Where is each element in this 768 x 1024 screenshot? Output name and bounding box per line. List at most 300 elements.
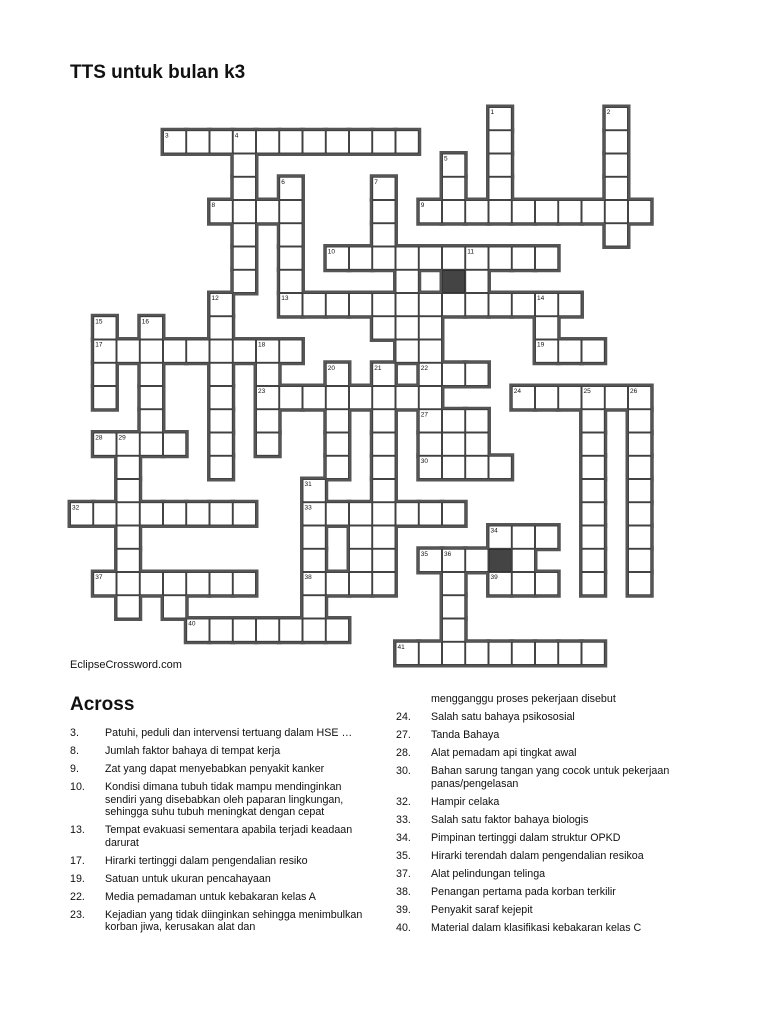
grid-cell[interactable] — [210, 433, 232, 455]
clue-text: Hirarki tertinggi dalam pengendalian resiko — [105, 854, 308, 867]
grid-cell[interactable] — [536, 642, 558, 664]
grid-cell[interactable] — [582, 526, 604, 548]
grid-cell-number: 11 — [467, 248, 474, 256]
grid-cell-number: 37 — [95, 574, 103, 581]
grid-cell[interactable] — [419, 294, 441, 316]
grid-cell[interactable] — [466, 294, 488, 316]
clue-item — [396, 747, 696, 760]
grid-cell[interactable] — [443, 619, 465, 641]
grid-cell[interactable] — [396, 270, 418, 292]
clue-item — [396, 868, 696, 881]
grid-cell[interactable] — [605, 224, 627, 246]
grid-cell-shaded[interactable] — [489, 549, 511, 571]
grid-cell[interactable] — [257, 433, 279, 455]
grid-cell[interactable] — [419, 340, 441, 362]
across-heading: Across — [70, 694, 135, 715]
grid-cell[interactable] — [303, 387, 325, 409]
grid-cell[interactable] — [350, 387, 372, 409]
grid-cell[interactable] — [187, 131, 209, 153]
grid-cell-number: 35 — [420, 550, 428, 558]
clue-number: 24. — [396, 711, 411, 723]
grid-cell[interactable] — [396, 294, 418, 316]
grid-cell-number: 10 — [327, 248, 335, 256]
grid-cell[interactable] — [536, 387, 558, 409]
grid-cell[interactable] — [489, 456, 511, 478]
grid-cell[interactable] — [140, 363, 162, 385]
grid-cell-number: 27 — [420, 411, 428, 419]
grid-cell[interactable] — [396, 340, 418, 362]
clue-item — [70, 909, 370, 934]
page-title: TTS untuk bulan k3 — [70, 62, 246, 83]
grid-cell[interactable] — [512, 526, 534, 548]
clue-number: 28. — [396, 747, 411, 759]
grid-cell[interactable] — [210, 573, 232, 595]
grid-cell[interactable] — [94, 387, 116, 409]
grid-cell[interactable] — [396, 503, 418, 525]
grid-cell[interactable] — [94, 503, 116, 525]
clue-number: 9. — [70, 763, 79, 775]
grid-cell-number: 16 — [141, 318, 149, 326]
grid-cell[interactable] — [326, 294, 348, 316]
grid-cell[interactable] — [233, 177, 255, 199]
grid-cell[interactable] — [373, 526, 395, 548]
grid-cell[interactable] — [350, 131, 372, 153]
grid-cell[interactable] — [419, 317, 441, 339]
grid-cell[interactable] — [257, 201, 279, 223]
grid-cell-number: 5 — [444, 155, 448, 163]
grid-cell-number: 7 — [374, 178, 378, 186]
clue-text: Penangan pertama pada korban terkilir — [431, 885, 616, 898]
grid-cell[interactable] — [257, 131, 279, 153]
grid-cell[interactable] — [164, 433, 186, 455]
grid-cell[interactable] — [210, 387, 232, 409]
grid-cell[interactable] — [187, 340, 209, 362]
clue-list-right — [396, 693, 696, 940]
grid-cell[interactable] — [117, 596, 139, 618]
clue-number: 39. — [396, 903, 411, 916]
grid-cell[interactable] — [257, 619, 279, 641]
clue-item — [396, 814, 696, 827]
grid-cell-number: 1 — [490, 109, 495, 116]
grid-cell[interactable] — [303, 619, 325, 641]
grid-cell[interactable] — [629, 549, 651, 571]
grid-cell[interactable] — [536, 247, 558, 269]
grid-cell-number: 3 — [165, 132, 169, 140]
grid-cell[interactable] — [629, 480, 651, 502]
grid-cell[interactable] — [210, 619, 232, 641]
clue-number: 37. — [396, 867, 411, 880]
grid-cell[interactable] — [512, 549, 534, 571]
grid-cell[interactable] — [419, 247, 441, 269]
grid-cell[interactable] — [466, 201, 488, 223]
grid-cell[interactable] — [164, 596, 186, 618]
clue-item — [70, 824, 370, 849]
grid-cell[interactable] — [373, 294, 395, 316]
grid-cell[interactable] — [419, 503, 441, 525]
grid-cell[interactable] — [233, 224, 255, 246]
grid-cell[interactable] — [164, 503, 186, 525]
grid-cell[interactable] — [629, 526, 651, 548]
grid-cell[interactable] — [605, 387, 627, 409]
grid-cell[interactable] — [350, 573, 372, 595]
clue-text: mengganggu proses pekerjaan disebut — [431, 693, 616, 705]
grid-cell[interactable] — [373, 387, 395, 409]
grid-cell[interactable] — [489, 177, 511, 199]
clue-number: 33. — [396, 813, 411, 826]
grid-cell-number: 38 — [304, 574, 312, 581]
grid-cell-number: 2 — [606, 109, 611, 116]
grid-cell[interactable] — [257, 363, 279, 385]
grid-cell[interactable] — [350, 549, 372, 571]
clue-text: Alat pelindungan telinga — [431, 867, 546, 880]
grid-cell[interactable] — [117, 456, 139, 478]
grid-cell[interactable] — [373, 201, 395, 223]
grid-cell-number: 21 — [374, 364, 382, 372]
grid-cell[interactable] — [280, 387, 302, 409]
grid-cell-number: 19 — [537, 341, 545, 349]
clue-number: 22. — [70, 890, 85, 903]
grid-cell[interactable] — [629, 503, 651, 525]
grid-cell[interactable] — [489, 247, 511, 269]
grid-cell-number: 28 — [95, 434, 103, 442]
grid-cell[interactable] — [140, 433, 162, 455]
clue-number: 32. — [396, 795, 411, 808]
grid-cell[interactable] — [466, 549, 488, 571]
grid-cell[interactable] — [117, 340, 139, 362]
grid-cell[interactable] — [443, 433, 465, 455]
clue-number: 23. — [70, 908, 85, 921]
grid-cell[interactable] — [303, 294, 325, 316]
grid-cell[interactable] — [629, 573, 651, 595]
grid-cell[interactable] — [559, 387, 581, 409]
grid-cell[interactable] — [326, 573, 348, 595]
grid-cell[interactable] — [512, 201, 534, 223]
grid-cell[interactable] — [605, 177, 627, 199]
grid-cell[interactable] — [280, 201, 302, 223]
grid-cell[interactable] — [582, 410, 604, 432]
grid-cell[interactable] — [326, 619, 348, 641]
grid-cell[interactable] — [443, 247, 465, 269]
grid-cell[interactable] — [373, 503, 395, 525]
grid-cell[interactable] — [373, 247, 395, 269]
grid-cell[interactable] — [373, 480, 395, 502]
grid-cell[interactable] — [350, 526, 372, 548]
grid-cell[interactable] — [396, 247, 418, 269]
grid-cell[interactable] — [582, 642, 604, 664]
clue-number: 17. — [70, 854, 85, 867]
clue-number: 10. — [70, 781, 85, 793]
grid-cell[interactable] — [233, 154, 255, 176]
grid-cell[interactable] — [117, 526, 139, 548]
grid-cell[interactable] — [466, 270, 488, 292]
grid-cell-number: 6 — [281, 178, 285, 186]
grid-cell-number: 40 — [188, 620, 196, 628]
grid-cell[interactable] — [512, 573, 534, 595]
clue-item — [70, 781, 370, 819]
grid-cell[interactable] — [559, 340, 581, 362]
grid-cell[interactable] — [373, 549, 395, 571]
grid-cell[interactable] — [443, 363, 465, 385]
grid-cell[interactable] — [443, 596, 465, 618]
grid-cell[interactable] — [233, 503, 255, 525]
grid-cell[interactable] — [466, 642, 488, 664]
grid-cell[interactable] — [233, 340, 255, 362]
grid-cell-number: 9 — [420, 202, 425, 209]
grid-cell[interactable] — [443, 177, 465, 199]
clue-text: Alat pemadam api tingkat awal — [431, 747, 577, 759]
grid-cell[interactable] — [629, 433, 651, 455]
grid-cell[interactable] — [233, 270, 255, 292]
grid-cell[interactable] — [117, 480, 139, 502]
clue-text: Tempat evakuasi sementara apabila terjadi keadaan darurat — [105, 824, 353, 849]
clue-number: 27. — [396, 729, 411, 741]
grid-cell[interactable] — [326, 433, 348, 455]
grid-cell[interactable] — [350, 247, 372, 269]
clue-text: Salah satu faktor bahaya biologis — [431, 813, 589, 826]
clue-text: Tanda Bahaya — [431, 729, 500, 741]
clue-text: Pimpinan tertinggi dalam struktur OPKD — [431, 831, 621, 844]
clue-item — [396, 904, 696, 917]
grid-cell[interactable] — [582, 549, 604, 571]
clue-number: 13. — [70, 824, 85, 836]
grid-cell[interactable] — [559, 294, 581, 316]
grid-cell[interactable] — [373, 131, 395, 153]
grid-cell[interactable] — [373, 433, 395, 455]
grid-cell[interactable] — [536, 526, 558, 548]
grid-cell[interactable] — [94, 363, 116, 385]
clue-text: Hirarki terendah dalam pengendalian resikoa — [431, 849, 644, 862]
grid-cell[interactable] — [629, 410, 651, 432]
grid-cell[interactable] — [489, 294, 511, 316]
clue-text: Media pemadaman untuk kebakaran kelas A — [105, 890, 316, 903]
grid-cell[interactable] — [605, 201, 627, 223]
grid-cell[interactable] — [582, 503, 604, 525]
clue-item — [396, 796, 696, 809]
grid-cell[interactable] — [489, 154, 511, 176]
grid-cell[interactable] — [210, 317, 232, 339]
clue-number: 3. — [70, 727, 79, 739]
grid-cell-number: 14 — [537, 295, 545, 302]
grid-cell[interactable] — [303, 596, 325, 618]
credit-text: EclipseCrossword.com — [70, 659, 182, 671]
clue-item — [396, 850, 696, 863]
grid-cell[interactable] — [489, 131, 511, 153]
clue-item — [70, 891, 370, 904]
clue-number: 34. — [396, 831, 411, 844]
grid-cell-number: 8 — [211, 202, 216, 209]
clue-number: 30. — [396, 765, 411, 777]
grid-cell-number: 39 — [490, 574, 498, 581]
grid-cell[interactable] — [419, 433, 441, 455]
clue-item — [396, 729, 696, 742]
grid-cell[interactable] — [280, 270, 302, 292]
grid-cell[interactable] — [536, 573, 558, 595]
grid-cell[interactable] — [117, 503, 139, 525]
clue-item — [396, 922, 696, 935]
grid-cell[interactable] — [280, 247, 302, 269]
grid-cell[interactable] — [233, 573, 255, 595]
grid-cell[interactable] — [373, 317, 395, 339]
grid-cell-number: 17 — [95, 341, 103, 349]
grid-cell[interactable] — [396, 131, 418, 153]
clue-number: 38. — [396, 885, 411, 898]
grid-cell[interactable] — [326, 131, 348, 153]
grid-cell[interactable] — [140, 573, 162, 595]
grid-cell[interactable] — [210, 503, 232, 525]
grid-cell[interactable] — [466, 433, 488, 455]
grid-cell[interactable] — [512, 642, 534, 664]
grid-cell[interactable] — [326, 410, 348, 432]
grid-cell-number: 32 — [72, 504, 80, 512]
grid-cell[interactable] — [396, 317, 418, 339]
grid-cell[interactable] — [582, 456, 604, 478]
clue-text: Hampir celaka — [431, 795, 500, 808]
grid-cell[interactable] — [489, 642, 511, 664]
grid-cell[interactable] — [210, 410, 232, 432]
grid-cell[interactable] — [536, 201, 558, 223]
grid-cell[interactable] — [512, 247, 534, 269]
clue-text: Kondisi dimana tubuh tidak mampu mendinginkan sendiri yang disebabkan oleh paparan lingkungan, sehingga suhu tubuh meningkat dengan cepat — [105, 781, 344, 818]
grid-cell[interactable] — [605, 131, 627, 153]
grid-cell[interactable] — [303, 526, 325, 548]
grid-cell[interactable] — [326, 387, 348, 409]
grid-cell[interactable] — [233, 619, 255, 641]
grid-cell[interactable] — [466, 363, 488, 385]
grid-cell[interactable] — [443, 456, 465, 478]
grid-cell[interactable] — [443, 642, 465, 664]
grid-cell[interactable] — [280, 131, 302, 153]
grid-cell[interactable] — [280, 340, 302, 362]
grid-cell[interactable] — [582, 480, 604, 502]
clue-number: 8. — [70, 745, 79, 757]
grid-cell[interactable] — [210, 131, 232, 153]
clue-item — [70, 763, 370, 776]
grid-cell[interactable] — [443, 503, 465, 525]
grid-cell[interactable] — [303, 131, 325, 153]
grid-cell[interactable] — [164, 573, 186, 595]
grid-cell-number: 26 — [630, 388, 638, 395]
grid-cell[interactable] — [210, 340, 232, 362]
grid-cell-number: 18 — [258, 341, 266, 349]
clue-text: Zat yang dapat menyebabkan penyakit kanker — [105, 763, 325, 775]
grid-cell[interactable] — [582, 573, 604, 595]
grid-cell[interactable] — [419, 642, 441, 664]
grid-cell[interactable] — [326, 456, 348, 478]
grid-cell-number: 33 — [304, 504, 312, 512]
grid-cell[interactable] — [210, 456, 232, 478]
grid-cell-number: 25 — [583, 388, 591, 395]
grid-cell[interactable] — [466, 456, 488, 478]
clue-text: Satuan untuk ukuran pencahayaan — [105, 872, 271, 885]
grid-cell-number: 12 — [211, 295, 219, 302]
clue-text: Kejadian yang tidak diinginkan sehingga menimbulkan korban jiwa, kerusakan alat dan — [105, 908, 363, 933]
clue-text: Patuhi, peduli dan intervensi tertuang dalam HSE … — [105, 727, 353, 739]
grid-cell-number: 13 — [281, 295, 289, 302]
grid-cell[interactable] — [140, 410, 162, 432]
grid-cell-number: 20 — [327, 364, 335, 372]
grid-cell[interactable] — [443, 294, 465, 316]
grid-cell[interactable] — [373, 573, 395, 595]
grid-cell[interactable] — [605, 154, 627, 176]
grid-cell[interactable] — [140, 387, 162, 409]
grid-cell[interactable] — [187, 573, 209, 595]
clue-number: 40. — [396, 921, 411, 934]
clue-item — [70, 727, 370, 740]
grid-cell[interactable] — [164, 340, 186, 362]
grid-cell[interactable] — [257, 410, 279, 432]
clue-item — [70, 745, 370, 758]
grid-cell[interactable] — [187, 503, 209, 525]
grid-cell[interactable] — [582, 433, 604, 455]
grid-cell[interactable] — [582, 201, 604, 223]
clue-item — [396, 693, 696, 706]
clue-item — [396, 832, 696, 845]
clue-text: Bahan sarung tangan yang cocok untuk pekerjaan panas/pengelasan — [431, 765, 670, 790]
grid-cell[interactable] — [117, 573, 139, 595]
grid-cell[interactable] — [233, 201, 255, 223]
grid-cell[interactable] — [443, 410, 465, 432]
grid-cell[interactable] — [629, 201, 651, 223]
grid-cell[interactable] — [373, 456, 395, 478]
grid-cell[interactable] — [536, 317, 558, 339]
grid-cell-number: 24 — [513, 388, 521, 395]
grid-cell[interactable] — [373, 224, 395, 246]
grid-cell-number: 15 — [95, 318, 103, 326]
grid-cell[interactable] — [582, 340, 604, 362]
grid-cell[interactable] — [512, 294, 534, 316]
grid-cell[interactable] — [350, 294, 372, 316]
grid-cell[interactable] — [280, 619, 302, 641]
grid-cell[interactable] — [373, 410, 395, 432]
clue-item — [70, 873, 370, 886]
clue-text: Penyakit saraf kejepit — [431, 903, 533, 916]
grid-cell[interactable] — [303, 549, 325, 571]
grid-cell[interactable] — [443, 201, 465, 223]
clue-item — [70, 855, 370, 868]
grid-cell-shaded[interactable] — [443, 270, 465, 292]
grid-cell-number: 29 — [118, 434, 126, 442]
grid-cell-number: 34 — [490, 527, 498, 535]
clue-item — [396, 886, 696, 899]
grid-cell[interactable] — [280, 224, 302, 246]
grid-cell[interactable] — [396, 387, 418, 409]
grid-cell-number: 23 — [258, 388, 266, 395]
clue-item — [396, 711, 696, 724]
grid-cell[interactable] — [140, 503, 162, 525]
clue-number: 35. — [396, 849, 411, 862]
clue-text: Jumlah faktor bahaya di tempat kerja — [105, 745, 281, 757]
grid-cell[interactable] — [489, 201, 511, 223]
grid-cell-number: 30 — [420, 457, 428, 465]
grid-cell[interactable] — [443, 573, 465, 595]
grid-cell[interactable] — [466, 410, 488, 432]
grid-cell[interactable] — [117, 549, 139, 571]
grid-cell-number: 22 — [420, 364, 428, 372]
grid-cell[interactable] — [559, 201, 581, 223]
grid-cell[interactable] — [326, 503, 348, 525]
grid-cell-number: 4 — [234, 132, 239, 140]
grid-cell[interactable] — [350, 503, 372, 525]
grid-cell[interactable] — [233, 247, 255, 269]
grid-cell[interactable] — [419, 387, 441, 409]
grid-cell-number: 41 — [397, 643, 405, 651]
clue-list-left — [70, 727, 370, 939]
grid-cell[interactable] — [210, 363, 232, 385]
clue-text: Material dalam klasifikasi kebakaran kelas C — [431, 921, 642, 934]
grid-cell[interactable] — [140, 340, 162, 362]
grid-cell[interactable] — [559, 642, 581, 664]
grid-cell[interactable] — [629, 456, 651, 478]
